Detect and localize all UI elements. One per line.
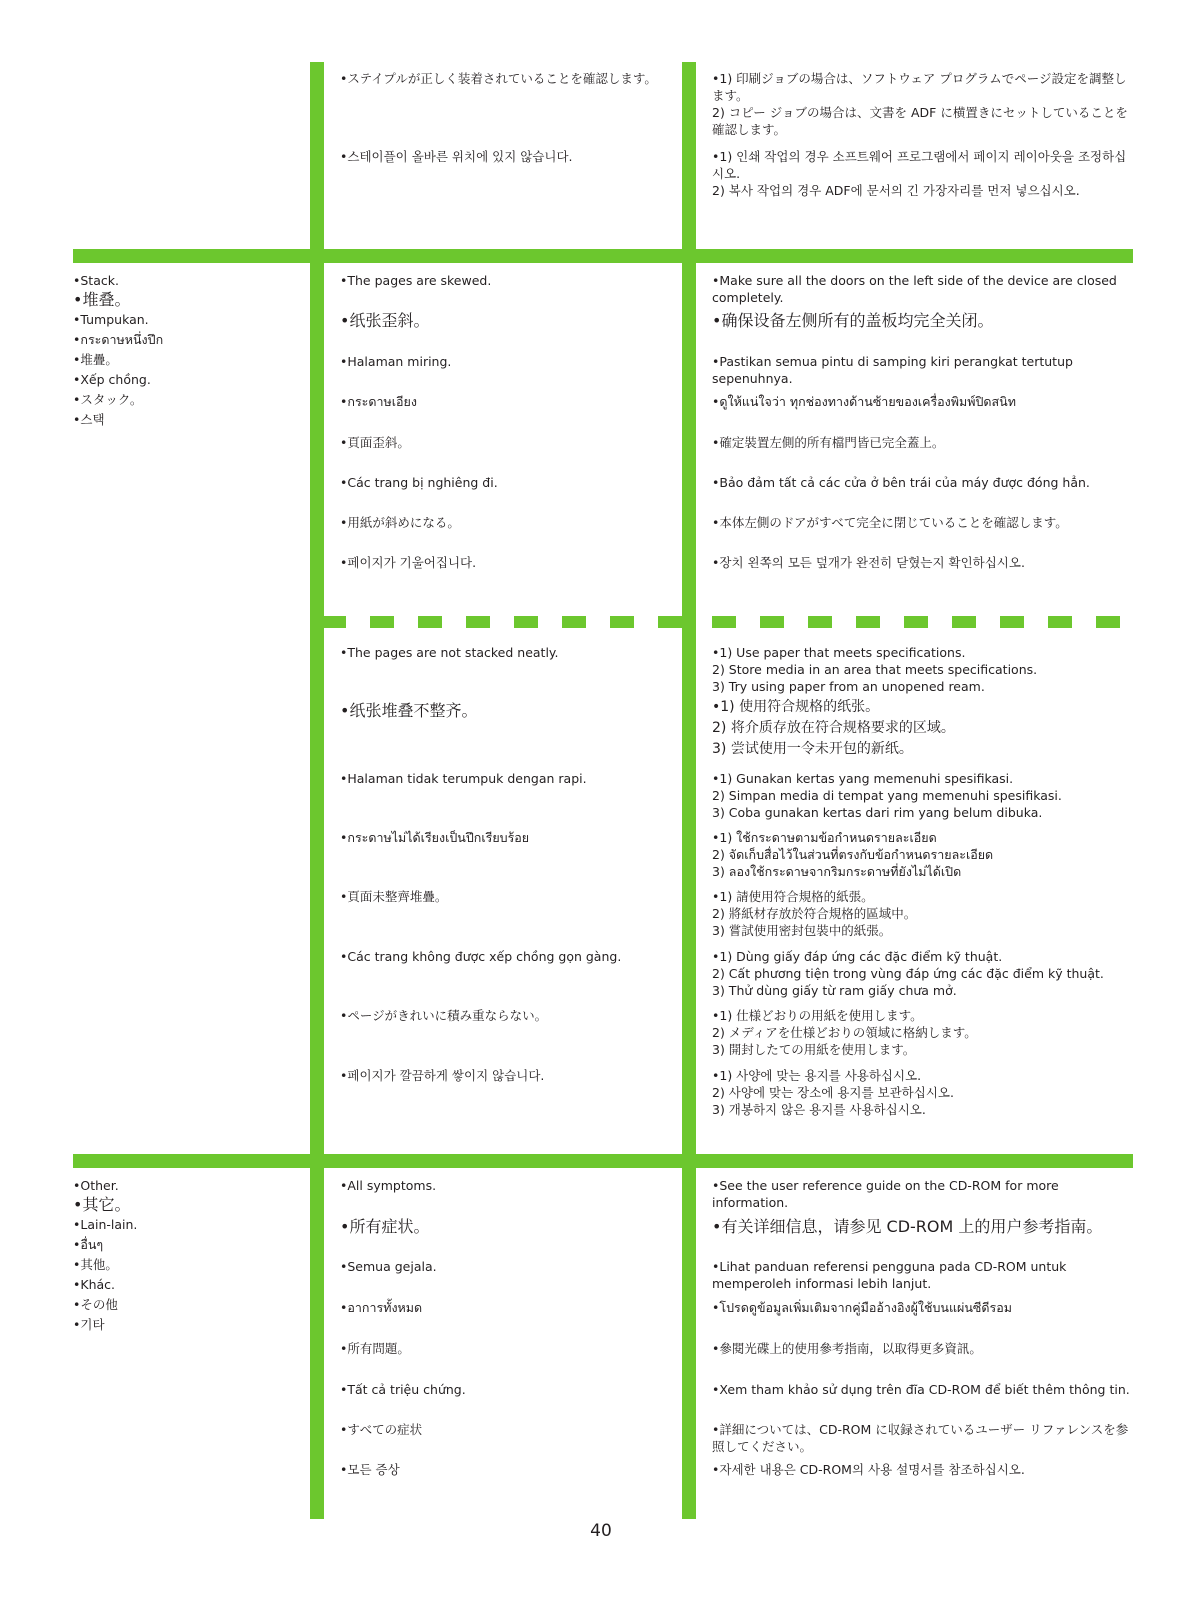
cdrom-guide-zh: •有关详细信息，请参见 CD-ROM 上的用户参考指南。 xyxy=(712,1217,1103,1236)
solution-b-id: •1) Gunakan kertas yang memenuhi spesifikasi. 2) Simpan media di tempat yang memenuhi spesifikasi. 3) Coba gunakan kertas dari rim yang belum dibuka. xyxy=(712,771,1062,820)
cdrom-guide-en: •See the user reference guide on the CD-ROM for more information. xyxy=(712,1178,1059,1210)
cdrom-guide-th: •โปรดดูข้อมูลเพิ่มเติมจากคู่มืออ้างอิงผู้ใช้บนแผ่นซีดีรอม xyxy=(712,1300,1012,1315)
symptom-vi: •Xếp chồng. xyxy=(73,372,151,387)
cause-a-ko: •페이지가 기울어집니다. xyxy=(340,555,477,570)
dash-segment xyxy=(760,616,784,628)
dash-segment xyxy=(322,616,346,628)
all-symptoms-ko: •모든 증상 xyxy=(340,1462,400,1477)
solution-a-id: •Pastikan semua pintu di samping kiri perangkat tertutup sepenuhnya. xyxy=(712,354,1073,386)
other-vi: •Khác. xyxy=(73,1277,115,1292)
cause-a-zh: •纸张歪斜。 xyxy=(340,311,430,330)
cdrom-guide-ko: •자세한 내용은 CD-ROM의 사용 설명서를 참조하십시오. xyxy=(712,1462,1025,1477)
cause-b-th: •กระดาษไม่ได้เรียงเป็นปึกเรียบร้อย xyxy=(340,830,530,845)
cause-a-id: •Halaman miring. xyxy=(340,354,452,369)
row1-solution-ko: •1) 인쇄 작업의 경우 소프트웨어 프로그램에서 페이지 레이아웃을 조정하십시오. 2) 복사 작업의 경우 ADF에 문서의 긴 가장자리를 먼저 넣으십시오. xyxy=(712,149,1127,198)
vertical-divider-left xyxy=(310,62,324,1519)
solution-a-vi: •Bảo đảm tất cả các cửa ở bên trái của máy được đóng hẳn. xyxy=(712,475,1090,490)
all-symptoms-zh: •所有症状。 xyxy=(340,1217,430,1236)
other-th: •อื่นๆ xyxy=(73,1237,104,1252)
symptom-en: •Stack. xyxy=(73,273,119,288)
solution-b-th: •1) ใช้กระดาษตามข้อกำหนดรายละเอียด 2) จัดเก็บสื่อไว้ในส่วนที่ตรงกับข้อกำหนดรายละเอียด 3) ลองใช้กระดาษจากริมกระดาษที่ยังไม่ได้เปิด xyxy=(712,830,994,879)
solution-b-en: •1) Use paper that meets specifications. 2) Store media in an area that meets specifications. 3) Try using paper from an unopened ream. xyxy=(712,645,1038,694)
cause-a-ja: •用紙が斜めになる。 xyxy=(340,515,460,530)
row2-symptom-col xyxy=(73,272,298,428)
dash-segment xyxy=(418,616,442,628)
symptom-zh-tw: •堆疊。 xyxy=(73,352,118,367)
dash-segment xyxy=(952,616,976,628)
other-zh-tw: •其他。 xyxy=(73,1257,118,1272)
page-number: 40 xyxy=(590,1521,612,1541)
dash-segment xyxy=(904,616,928,628)
row1-cause-ja: •ステイプルが正しく装着されていることを確認します。 xyxy=(340,71,657,86)
dash-segment xyxy=(1000,616,1024,628)
row3-symptom-col xyxy=(73,1177,298,1333)
all-symptoms-th: •อาการทั้งหมด xyxy=(340,1300,423,1315)
cause-a-vi: •Các trang bị nghiêng đi. xyxy=(340,475,498,490)
dash-segment xyxy=(658,616,682,628)
row-divider-1 xyxy=(73,249,1133,263)
dash-segment xyxy=(514,616,538,628)
other-ko: •기타 xyxy=(73,1317,105,1332)
solution-b-vi: •1) Dùng giấy đáp ứng các đặc điểm kỹ thuật. 2) Cất phương tiện trong vùng đáp ứng các đặc điểm kỹ thuật. 3) Thử dùng giấy từ ram giấy chưa mở. xyxy=(712,949,1104,998)
dash-segment xyxy=(808,616,832,628)
all-symptoms-id: •Semua gejala. xyxy=(340,1259,437,1274)
other-zh: •其它。 xyxy=(73,1195,131,1214)
row1-cause-ko: •스테이플이 올바른 위치에 있지 않습니다. xyxy=(340,149,573,164)
solution-b-zh-tw: •1) 請使用符合規格的紙張。 2) 將紙材存放於符合規格的區域中。 3) 嘗試使用密封包裝中的紙張。 xyxy=(712,889,917,938)
cause-a-zh-tw: •頁面歪斜。 xyxy=(340,435,410,450)
cause-b-en: •The pages are not stacked neatly. xyxy=(340,645,559,660)
row-divider-2 xyxy=(73,1154,1133,1168)
other-ja: •その他 xyxy=(73,1297,118,1312)
cause-b-ja: •ページがきれいに積み重ならない。 xyxy=(340,1008,548,1023)
dash-segment xyxy=(370,616,394,628)
dash-segment xyxy=(712,616,736,628)
solution-b-ko: •1) 사양에 맞는 용지를 사용하십시오. 2) 사양에 맞는 장소에 용지를 보관하십시오. 3) 개봉하지 않은 용지를 사용하십시오. xyxy=(712,1068,954,1117)
symptom-zh: •堆叠。 xyxy=(73,290,131,309)
cause-b-vi: •Các trang không được xếp chồng gọn gàng. xyxy=(340,949,622,964)
solution-a-ja: •本体左側のドアがすべて完全に閉じていることを確認します。 xyxy=(712,515,1068,530)
other-en: •Other. xyxy=(73,1178,119,1193)
symptom-ja: •スタック。 xyxy=(73,392,143,407)
cdrom-guide-vi: •Xem tham khảo sử dụng trên đĩa CD-ROM để biết thêm thông tin. xyxy=(712,1382,1130,1397)
dash-segment xyxy=(1048,616,1072,628)
dash-segment xyxy=(466,616,490,628)
solution-b-zh: •1) 使用符合规格的纸张。 2) 将介质存放在符合规格要求的区域。 3) 尝试使用一令未开包的新纸。 xyxy=(712,699,955,757)
solution-b-ja: •1) 仕様どおりの用紙を使用します。 2) メディアを仕様どおりの領域に格納します。 3) 開封したての用紙を使用します。 xyxy=(712,1008,977,1057)
cdrom-guide-ja: •詳細については、CD-ROM に収録されているユーザー リファレンスを参照してください。 xyxy=(712,1422,1129,1454)
solution-a-en: •Make sure all the doors on the left side of the device are closed completely. xyxy=(712,273,1117,305)
dash-segment xyxy=(856,616,880,628)
all-symptoms-ja: •すべての症状 xyxy=(340,1422,423,1437)
cause-b-zh-tw: •頁面未整齊堆疊。 xyxy=(340,889,448,904)
dash-segment xyxy=(1096,616,1120,628)
solution-a-th: •ดูให้แน่ใจว่า ทุกช่องทางด้านซ้ายของเครื่องพิมพ์ปิดสนิท xyxy=(712,394,1016,409)
cause-b-id: •Halaman tidak terumpuk dengan rapi. xyxy=(340,771,587,786)
cause-a-en: •The pages are skewed. xyxy=(340,273,492,288)
dash-segment xyxy=(562,616,586,628)
solution-a-ko: •장치 왼쪽의 모든 덮개가 완전히 닫혔는지 확인하십시오. xyxy=(712,555,1025,570)
all-symptoms-zh-tw: •所有問題。 xyxy=(340,1341,410,1356)
symptom-th: •กระดาษหนึ่งปึก xyxy=(73,332,164,347)
vertical-divider-right xyxy=(682,62,696,1519)
solution-a-zh-tw: •確定裝置左側的所有檔門皆已完全蓋上。 xyxy=(712,435,945,450)
cdrom-guide-id: •Lihat panduan referensi pengguna pada CD-ROM untuk memperoleh informasi lebih lanjut. xyxy=(712,1259,1067,1291)
cause-b-ko: •페이지가 깔끔하게 쌓이지 않습니다. xyxy=(340,1068,545,1083)
row1-solution-ja: •1) 印刷ジョブの場合は、ソフトウェア プログラムでページ設定を調整します。 2) コピー ジョブの場合は、文書を ADF に横置きにセットしていることを確認します。 xyxy=(712,71,1128,137)
dash-segment xyxy=(610,616,634,628)
all-symptoms-vi: •Tất cả triệu chứng. xyxy=(340,1382,466,1397)
cause-a-th: •กระดาษเอียง xyxy=(340,394,417,409)
cause-b-zh: •纸张堆叠不整齐。 xyxy=(340,701,478,720)
symptom-ko: •스택 xyxy=(73,412,105,427)
all-symptoms-en: •All symptoms. xyxy=(340,1178,437,1193)
symptom-id: •Tumpukan. xyxy=(73,312,149,327)
other-id: •Lain-lain. xyxy=(73,1217,138,1232)
solution-a-zh: •确保设备左侧所有的盖板均完全关闭。 xyxy=(712,311,994,330)
cdrom-guide-zh-tw: •參閱光碟上的使用參考指南，以取得更多資訊。 xyxy=(712,1341,982,1356)
